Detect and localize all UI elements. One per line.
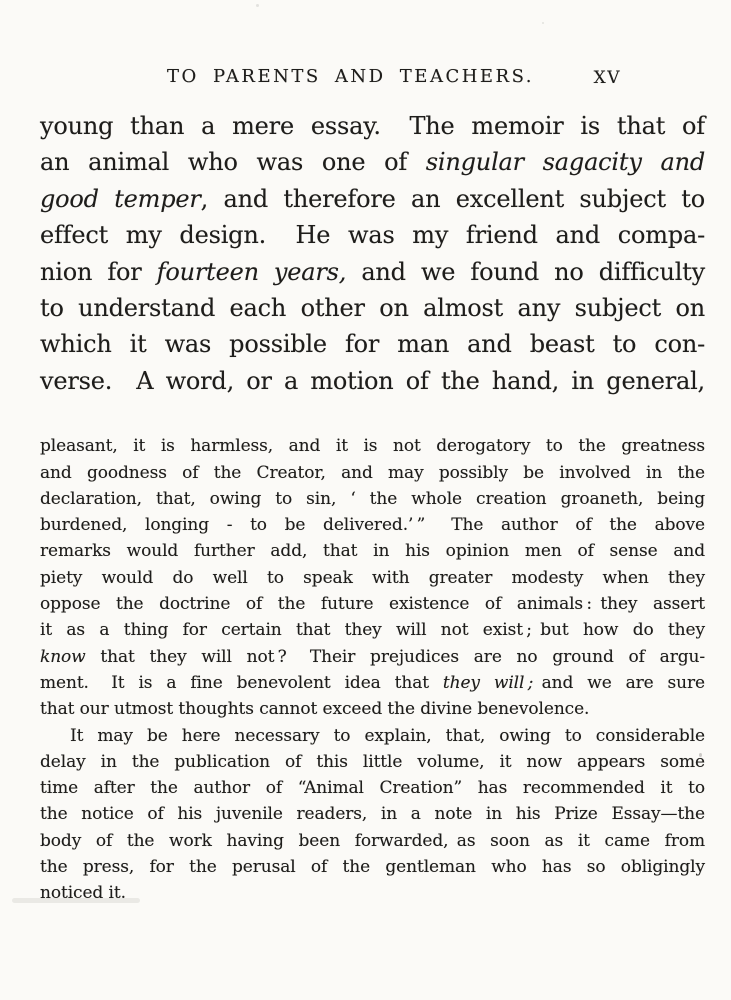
text-line: the press, for the perusal of the gentleman who has so obligingly xyxy=(40,857,705,877)
text-line: declaration, that, owing to sin, ‘ the whole creation groaneth, being xyxy=(40,488,705,509)
footnote-paragraph xyxy=(40,433,705,722)
page-content xyxy=(0,66,731,907)
text-line: good temper, and therefore an excellent subject to xyxy=(40,184,705,213)
text-line: effect my design. He was my friend and compa- xyxy=(40,221,705,250)
body-paragraph xyxy=(40,108,705,399)
text-line: which it was possible for man and beast to con- xyxy=(40,330,705,359)
text-line: the notice of his juvenile readers, in a note in his Prize Essay—the xyxy=(40,804,705,825)
text-line: piety would do well to speak with greater modesty when they xyxy=(40,567,705,588)
text-line: burdened, longing - to be delivered.’ ” The author of the above xyxy=(40,515,705,536)
text-line: know that they will not ? Their prejudices are no ground of argu- xyxy=(40,646,705,667)
text-line: delay in the publication of this little volume, it now appears some xyxy=(40,751,705,772)
text-line: remarks would further add, that in his opinion men of sense and xyxy=(40,541,705,562)
text-line: time after the author of “Animal Creation” has recommended it to xyxy=(40,778,705,799)
scan-speck xyxy=(256,4,259,7)
text-line: body of the work having been forwarded, as soon as it came from xyxy=(40,830,705,851)
text-line: nion for fourteen years, and we found no difficulty xyxy=(40,257,705,286)
text-line: and goodness of the Creator, and may possibly be involved in the xyxy=(40,462,705,483)
text-line: noticed it. xyxy=(40,883,126,904)
text-line: pleasant, it is harmless, and it is not derogatory to the greatness xyxy=(40,436,705,457)
scan-speck xyxy=(542,22,544,24)
text-line: it as a thing for certain that they will not exist ; but how do they xyxy=(40,620,705,641)
footnote-paragraph xyxy=(40,723,705,907)
running-header xyxy=(40,66,705,90)
scan-speck xyxy=(699,753,702,757)
footnote-block xyxy=(40,433,705,906)
text-line: young than a mere essay. The memoir is that of xyxy=(40,112,705,140)
text-line: oppose the doctrine of the future existence of animals : they assert xyxy=(40,594,705,615)
text-line: verse. A word, or a motion of the hand, in general, xyxy=(40,366,705,395)
page-number: XV xyxy=(593,68,621,88)
header-title: TO PARENTS AND TEACHERS. xyxy=(166,66,535,87)
text-line: ment. It is a fine benevolent idea that they will ; and we are sure xyxy=(40,672,705,693)
text-line: an animal who was one of singular sagacity and xyxy=(40,148,705,177)
scan-smudge xyxy=(12,898,140,903)
text-line: It may be here necessary to explain, that, owing to considerable xyxy=(70,725,705,746)
text-line: that our utmost thoughts cannot exceed the divine benevolence. xyxy=(40,699,590,720)
text-line: to understand each other on almost any subject on xyxy=(40,294,705,323)
